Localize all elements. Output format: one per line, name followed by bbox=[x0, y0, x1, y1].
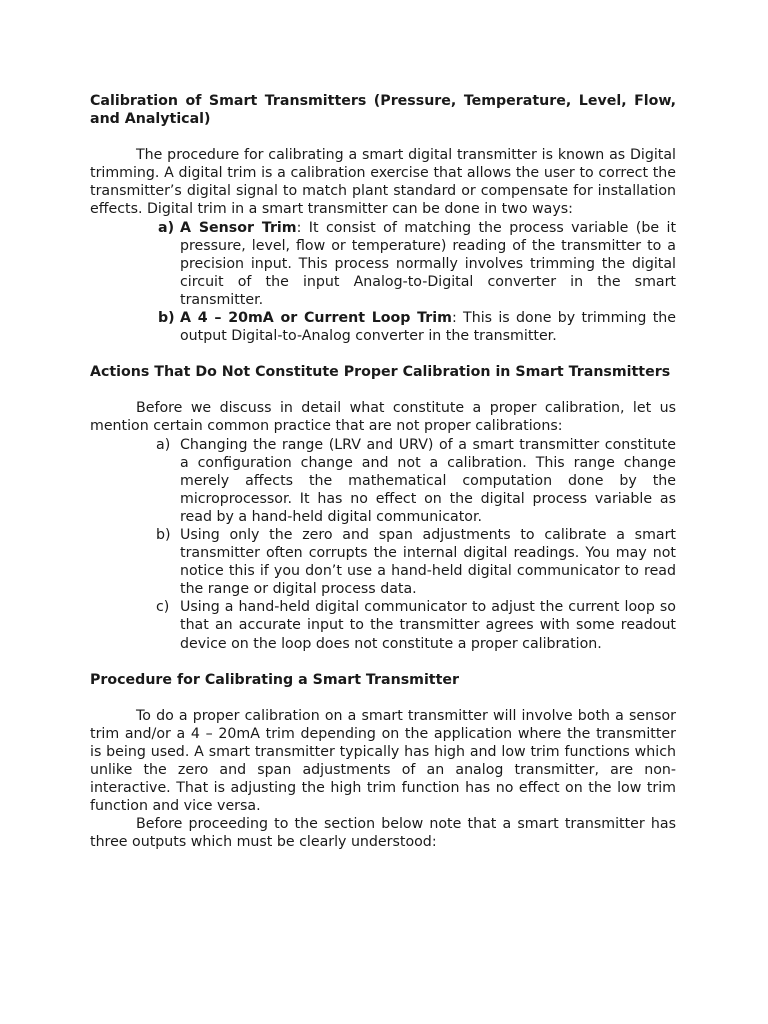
list-marker: c) bbox=[156, 599, 170, 616]
section-heading-improper-calibration: Actions That Do Not Constitute Proper Calibration in Smart Transmitters bbox=[90, 364, 671, 381]
list-item-text: Using only the zero and span adjustments to calibrate a smart transmitter often corrupts the internal digital readings. You may not notice this if you don’t use a hand-held digital communicator to read the range or digital process data. bbox=[180, 526, 676, 598]
list-item bbox=[90, 219, 676, 309]
list-marker: a) bbox=[156, 436, 171, 453]
section-heading-procedure: Procedure for Calibrating a Smart Transmitter bbox=[90, 671, 459, 688]
list-item-text: : It consist of matching the process variable (be it pressure, level, flow or temperature) reading of the transmitter to a precision input. This process normally involves trimming the digital circuit of the input Analog-to-Digital converter in the smart transmitter. bbox=[180, 219, 677, 308]
document-page bbox=[90, 92, 676, 851]
list-item bbox=[90, 598, 676, 652]
list-marker: a) bbox=[158, 219, 175, 236]
list-marker: b) bbox=[156, 526, 171, 543]
list-item-text: Using a hand-held digital communicator to adjust the current loop so that an accurate input to the transmitter agrees with some readout device on the loop does not constitute a proper calibration. bbox=[180, 599, 676, 652]
list-item bbox=[90, 526, 676, 598]
list-item bbox=[90, 436, 676, 526]
list-item-text: Changing the range (LRV and URV) of a smart transmitter constitute a configuration change and not a calibration. This range change merely affects the mathematical computation done by the microprocessor. It has no effect on the digital process variable as read by a hand-held digital communicator. bbox=[180, 436, 676, 525]
improper-actions-list bbox=[90, 436, 676, 653]
improper-calibration-intro: Before we discuss in detail what constitute a proper calibration, let us mention certain common practice that are not proper calibrations: bbox=[90, 400, 676, 435]
list-item-term: A 4 – 20mA or Current Loop Trim bbox=[180, 310, 452, 327]
procedure-paragraph: To do a proper calibration on a smart transmitter will involve both a sensor trim and/or a 4 – 20mA trim depending on the application where the transmitter is being used. A smart transmitter typically has high and low trim functions which unlike the zero and span adjustments of an analog transmitter, are non-interactive. That is adjusting the high trim function has no effect on the low trim function and vice versa. bbox=[90, 707, 676, 815]
outputs-paragraph: Before proceeding to the section below note that a smart transmitter has three outputs which must be clearly understood: bbox=[90, 816, 676, 851]
intro-paragraph: The procedure for calibrating a smart digital transmitter is known as Digital trimming. A digital trim is a calibration exercise that allows the user to correct the transmitter’s digital signal to match plant standard or compensate for installation effects. Digital trim in a smart transmitter can be done in two ways: bbox=[90, 147, 676, 218]
list-item-term: A Sensor Trim bbox=[180, 219, 297, 236]
list-marker: b) bbox=[158, 310, 175, 327]
list-item bbox=[90, 309, 676, 345]
trim-methods-list bbox=[90, 219, 676, 346]
list-item-text: : This is done by trimming the output Digital-to-Analog converter in the transmitter. bbox=[180, 310, 676, 345]
document-title: Calibration of Smart Transmitters (Pressure, Temperature, Level, Flow, and Analytical) bbox=[90, 93, 676, 128]
